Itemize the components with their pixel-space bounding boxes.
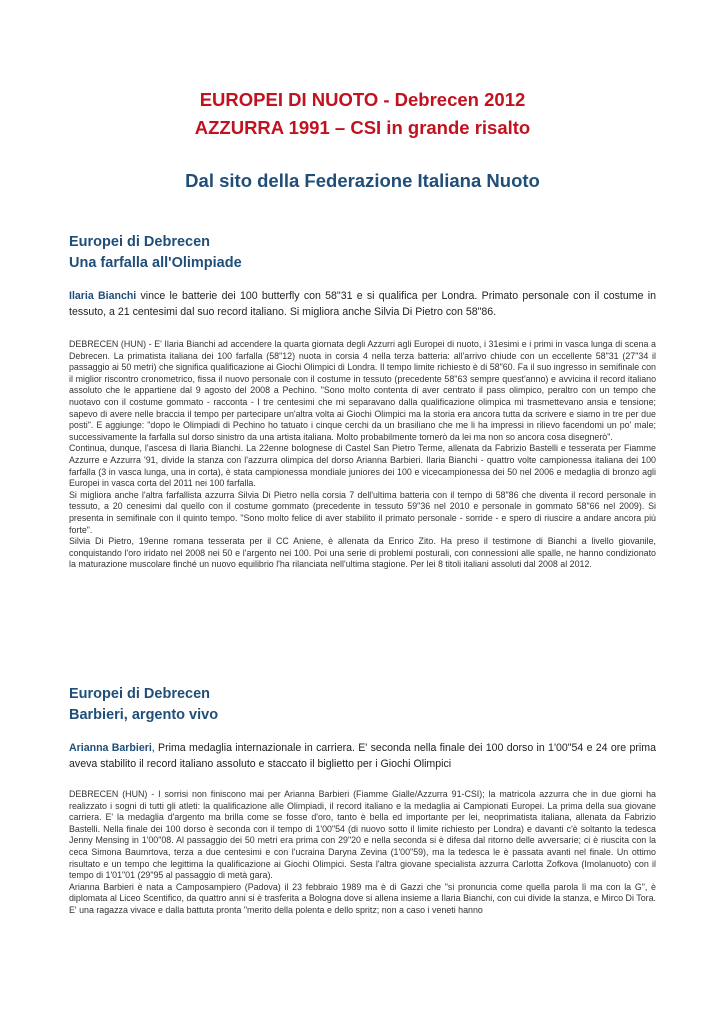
article1-body [69,339,656,571]
article2-lead-name: Arianna Barbieri [69,742,152,754]
article1-paragraph: Continua, dunque, l'ascesa di Ilaria Bianchi. La 22enne bolognese di Castel San Pietro Terme, allenata da Fabrizio Bastelli e tesserata per Fiamme Azzurre e Azzurra '91, divide la stanza con l'azzurra olimpica del dorso Arianna Barbieri. Ilaria Bianchi - quattro volte campionessa italiana dei 100 farfalla (3 in vasca lunga, una in corta), è stata campionessa mondiale juniores dei 100 e vicecampionessa dei 50 nel 2006 e medaglia di bronzo agli Europei in vasca corta del 2011 nei 100 farfalla. [69,443,656,489]
title-line-2: AZZURRA 1991 – CSI in grande risalto [194,117,531,138]
article1-paragraph: Silvia Di Pietro, 19enne romana tesserata per il CC Aniene, è allenata da Enrico Zito. Ha preso il testimone di Bianchi a livello giovanile, conquistando l'oro iridato nel 2008 nei 50 e l'argento nei 100. Poi una serie di problemi posturali, con connessioni alle spalle, ne hanno condizionato la maturazione muscolare finché un nuovo equilibrio l'ha rilanciata nell'ultima stagione. Per lei 8 titoli italiani assoluti dal 2008 al 2012. [69,536,656,570]
article1-paragraph: DEBRECEN (HUN) - E' Ilaria Bianchi ad accendere la quarta giornata degli Azzurri agli Europei di nuoto, i 31esimi e i primi in vasca lunga di scena a Debrecen. La primatista italiana dei 100 farfalla (58"12) nuota in corsia 4 nella terza batteria: all'arrivo chiude con un eccellente 58"31 (27"34 il passaggio ai 50 metri) che significa qualificazione ai Giochi Olimpici di Londra. Il tempo limite richiesto è di 58"60. Fa il suo ingresso in semifinale con il miglior riscontro cronometrico, fissa il nuovo personale con il costume in tessuto (precedente 58"63 sempre quest'anno) e avvicina il record italiano assoluto che le appartiene dal 9 agosto del 2008 a Pechino. "Sono molto contenta di aver centrato il pass olimpico, peraltro con un tempo che nuotavo con il costume gommato - racconta - I tre centesimi che mi separavano dalla qualificazione olimpica mi trasmettevano ansia e tensione; sapevo di avere nelle braccia il tempo per partecipare un'altra volta ai Giochi Olimpici ma la storia era ancora tutta da scrivere e siamo in tre per due posti". E aggiunge: "dopo le Olimpiadi di Pechino ho tatuato i cinque cerchi da un brasiliano che me li ha impressi in rilievo facendomi un po' male; successivamente la farfalla sul dorso sinistro da una artista italiana. Molto probabilmente tornerò da lei ma non so ancora cosa disegnerò". [69,339,656,442]
title-line-1: EUROPEI DI NUOTO - Debrecen 2012 [199,89,526,110]
article1-lead [69,289,656,320]
article1-lead-name: Ilaria Bianchi [69,290,137,302]
article2-lead-text: , Prima medaglia internazionale in carriera. E' seconda nella finale dei 100 dorso in 1'00"54 e 24 ore prima aveva stabilito il record italiano assoluto e staccato il biglietto per i Giochi Olimpici [69,742,656,770]
article1-heading-2: Una farfalla all'Olimpiade [69,255,242,271]
article1-lead-text: vince le batterie dei 100 butterfly con 58"31 e si qualifica per Londra. Primato personale con il costume in tessuto, a 21 centesimi dal suo record italiano. Si migliora anche Silvia Di Pietro con 58"86. [69,290,656,318]
article1-heading-1: Europei di Debrecen [69,234,211,250]
article2-paragraph: Arianna Barbieri è nata a Camposampiero (Padova) il 23 febbraio 1989 ma è di Gazzi che "si pronuncia come quella parola lì ma con la G", è diplomata al Liceo Scentifico, da quattro anni si è trasferita a Bologna dove si allena insieme a Ilaria Bianchi, con cui divide la stanza, e Mirco Di Tora. E' una ragazza vivace e dalla battuta pronta "merito della polenta e dello spritz; non a caso i veneti hanno [69,881,656,915]
article2-body [69,789,656,917]
article2-lead [69,741,656,772]
article2-heading-2: Barbieri, argento vivo [69,707,219,723]
article1-paragraph: Si migliora anche l'altra farfallista azzurra Silvia Di Pietro nella corsia 7 dell'ultima batteria con il tempo di 58"86 che diventa il record personale in tessuto, a 20 cenesimi dal quello con il costume gommato (precedente in tessuto 59"36 nel 2010 e personale in gommato 58"66 nel 2009). Si presenta in semifinale con il quinto tempo. "Sono molto felice di aver stabilito il primato personale - sorride - e spero di riuscire a andare ancora più forte". [69,489,656,535]
article2-heading-1: Europei di Debrecen [69,686,211,702]
subtitle: Dal sito della Federazione Italiana Nuoto [185,170,540,191]
article2-paragraph: DEBRECEN (HUN) - I sorrisi non finiscono mai per Arianna Barbieri (Fiamme Gialle/Azzurra 91-CSI); la matricola azzurra che in due giorni ha realizzato i sogni di tutti gli atleti: la qualificazione alle Olimpiadi, il record italiano e la medaglia ai Campionati Europei. La prima della sua giovane carriera. E' la medaglia d'argento ma brilla come se fosse d'oro, tanto è bella ed importante per lei, neoprimatista italiana, allenata da Fabrizio Bastelli. Nella finale dei 100 dorso è seconda con il tempo di 1'00"54 (di nuovo sotto il limite richiesto per Londra) e davanti c'è soltanto la tedesca Jenny Mensing in 1'00"08. Al passaggio dei 50 metri era prima con 29"20 e nella seconda si è difesa dal ritorno delle avversarie; ci è riuscita con la ceca Simona Baumrtova, terza a due centesimi e con l'ucraina Daryna Zevina (1'00"59), ma la tedesca le è passata avanti nel finale. Un ottimo risultato e un tempo che legittima la qualificazione ai Giochi Olimpici. Sesta l'altra giovane specialista azzurra Carlotta Zofkova (Imolanuoto) con il tempo di 1'01"01 (29"95 al passaggio di metà gara). [69,789,656,881]
